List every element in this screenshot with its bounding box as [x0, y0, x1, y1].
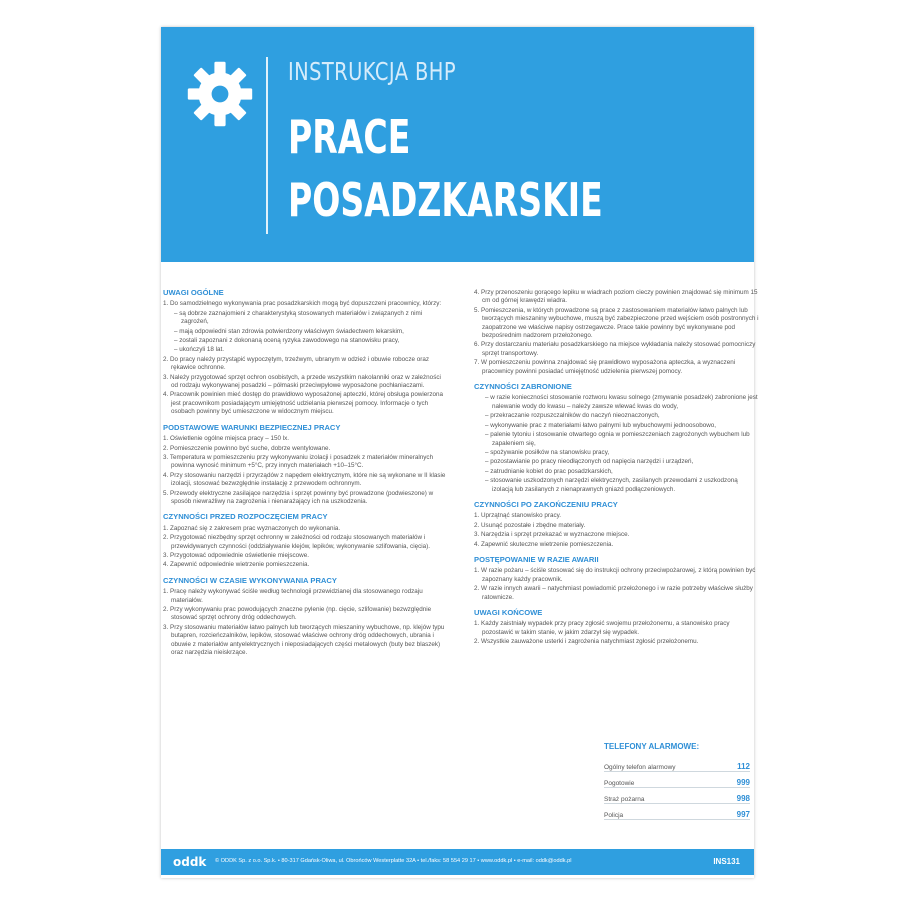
list-subitem: – zatrudnianie kobiet do prac posadzkarskich,	[485, 467, 613, 475]
publisher-contact: © ODDK Sp. z o.o. Sp.k. • 80-317 Gdańsk-Oliwa, ul. Obrońców Westerplatte 32A • tel./faks: 58 554 29 17 • www.oddk.pl • e-mail: oddk@oddk.pl	[215, 858, 572, 864]
list-item: 2. Przy wykonywaniu prac powodujących znaczne pylenie (np. cięcie, szlifowanie) bezwzględnie stosować sprzęt ochrony dróg oddechowych.	[163, 606, 432, 622]
list-subitem: – palenie tytoniu i stosowanie otwartego ognia w pomieszczeniach zagrożonych wybuchem lub zapaleniem się,	[485, 431, 750, 447]
right-column	[474, 289, 760, 648]
phone-row	[604, 756, 750, 772]
section-heading: CZYNNOŚCI ZABRONIONE	[474, 382, 572, 392]
list-item: 1. Uprzątnąć stanowisko pracy.	[474, 512, 562, 520]
phone-row	[604, 772, 750, 788]
list-subitem: – ukończyli 18 lat.	[174, 346, 225, 354]
list-item: 2. Pomieszczenie powinno być suche, dobrze wentylowane.	[163, 444, 331, 452]
phone-label: Ogólny telefon alarmowy	[604, 764, 676, 771]
gear-icon	[185, 59, 255, 129]
list-subitem: – mają odpowiedni stan zdrowia potwierdzony właściwym świadectwem lekarskim,	[174, 327, 404, 335]
phone-label: Straż pożarna	[604, 796, 645, 803]
section-heading: PODSTAWOWE WARUNKI BEZPIECZNEJ PRACY	[163, 422, 341, 432]
section-heading: CZYNNOŚCI W CZASIE WYKONYWANIA PRACY	[163, 575, 337, 585]
list-item: 2. Przygotować niezbędny sprzęt ochronny w zależności od rodzaju stosowanych materiałów i przewidywanych czynności (oddziaływanie klejów, lepików, wykonywanie szlifowania, cięcia).	[163, 534, 430, 550]
document-title-line2: POSADZKARSKIE	[288, 173, 603, 227]
phone-row	[604, 804, 750, 820]
section-heading: POSTĘPOWANIE W RAZIE AWARII	[474, 554, 599, 564]
phone-number: 112	[737, 762, 750, 771]
list-item: 6. Przy dostarczaniu materiału posadzkarskiego na miejsce wykładania należy stosować pomocniczy sprzęt transportowy.	[474, 341, 756, 357]
list-subitem: – przekraczanie rozpuszczalników do naczyń nieoznaczonych,	[485, 412, 660, 420]
list-item: 2. Wszystkie zauważone usterki i zagrożenia natychmiast zgłosić przełożonemu.	[474, 638, 699, 646]
list-item: 1. Pracę należy wykonywać ściśle według technologii przewidzianej dla stosowanego rodzaju materiałów.	[163, 588, 423, 604]
document-title-line1: PRACE	[288, 110, 411, 164]
list-item: 2. W razie innych awarii – natychmiast powiadomić przełożonego i w razie potrzeby właściwe służby ratownicze.	[474, 585, 753, 601]
list-item: 1. Każdy zaistniały wypadek przy pracy zgłosić swojemu przełożonemu, a stanowisko pracy pozostawić w takim stanie, w jakim zdarzył się wypadek.	[474, 620, 730, 636]
section-heading: CZYNNOŚCI PO ZAKOŃCZENIU PRACY	[474, 499, 618, 509]
left-column	[163, 289, 449, 658]
list-item: 3. Narzędzia i sprzęt przekazać w wyznaczone miejsce.	[474, 531, 630, 539]
section-heading: CZYNNOŚCI PRZED ROZPOCZĘCIEM PRACY	[163, 512, 328, 522]
phone-row	[604, 788, 750, 804]
list-subitem: – zostali zapoznani z dokonaną oceną ryzyka zawodowego na stanowisku pracy,	[174, 337, 400, 345]
instruction-sheet	[161, 27, 759, 878]
phones-title: TELEFONY ALARMOWE:	[604, 742, 700, 751]
list-item: 4. Przy stosowaniu narzędzi i przyrządów z napędem elektrycznym, które nie są wykonane w II klasie izolacji, stosować bezwzględnie instalację z przewodem ochronnym.	[163, 471, 446, 488]
phone-number: 997	[736, 810, 750, 819]
list-subitem: – wykonywanie prac z materiałami łatwo palnymi lub wybuchowymi jednoosobowo,	[485, 421, 716, 429]
list-item: 1. Oświetlenie ogólne miejsca pracy – 150 lx.	[163, 435, 290, 443]
list-item: 3. Temperatura w pomieszczeniu przy wykonywaniu izolacji i posadzek z materiałów mineralnych powinna wynosić minimum +5°C, przy innych materiałach +10–15°C.	[163, 453, 434, 470]
list-item: 5. Przewody elektryczne zasilające narzędzia i sprzęt powinny być prowadzone (podwieszone) w sposób niewrażliwy na zagrożenia i nienarażający ich na uszkodzenia.	[163, 489, 434, 505]
list-subitem: – stosowanie uszkodzonych narzędzi elektrycznych, zasilanych przewodami z uszkodzoną izolacją lub zasilanych z nienaprawnych gniazd podłączeniowych.	[485, 477, 738, 493]
phone-label: Policja	[604, 812, 624, 819]
phone-number: 999	[736, 778, 750, 787]
emergency-phones	[604, 742, 750, 820]
header-banner	[161, 27, 754, 262]
list-item: 4. Zapewnić odpowiednie wietrzenie pomieszczenia.	[163, 561, 310, 569]
list-item: 1. Do samodzielnego wykonywania prac posadzkarskich mogą być dopuszczeni pracownicy, którzy:	[163, 300, 442, 308]
list-item: 3. Przygotować odpowiednie oświetlenie miejscowe.	[163, 551, 309, 559]
list-item: 2. Do pracy należy przystąpić wypoczętym, trzeźwym, ubranym w odzież i obuwie robocze oraz rękawice ochronne.	[163, 355, 429, 372]
list-item: 4. Zapewnić skuteczne wietrzenie pomieszczenia.	[474, 540, 614, 548]
list-item: 4. Przy przenoszeniu gorącego lepiku w wiadrach poziom cieczy powinien znajdować się minimum 15 cm od górnej krawędzi wiadra.	[474, 289, 758, 305]
phone-label: Pogotowie	[604, 780, 635, 787]
phone-number: 998	[736, 794, 750, 803]
section-heading: UWAGI KOŃCOWE	[474, 608, 543, 617]
list-item: 7. W pomieszczeniu powinna znajdować się prawidłowo wyposażona apteczka, a wyznaczeni pracownicy powinni posiadać umiejętność udzielenia pierwszej pomocy.	[474, 359, 736, 375]
list-item: 3. Przy stosowaniu materiałów łatwo palnych lub tworzących mieszaniny wybuchowe, np. klejów typu butapren, rozcieńczalników, lepików, stosować właściwe ochrony dróg oddechowych, ubrania i obuwie z materiałów antyelektrycznych i nieposiadających części metalowych (buty bez blaszek) oraz narzędzia nieiskrzące.	[163, 623, 445, 657]
list-item: 3. Należy przygotować sprzęt ochron osobistych, a przede wszystkim nakolanniki oraz w zależności od rodzaju wykonywanej posadzki – półmaski przeciwpyłowe wyposażone pochłaniaczami.	[163, 373, 441, 390]
list-item: 1. Zapoznać się z zakresem prac wyznaczonych do wykonania.	[163, 524, 341, 532]
section-heading: UWAGI OGÓLNE	[163, 288, 224, 297]
list-item: 2. Usunąć pozostałe i zbędne materiały.	[474, 521, 586, 529]
header-divider	[266, 57, 268, 234]
document-kicker: INSTRUKCJA BHP	[288, 57, 456, 86]
document-code: INS131	[713, 857, 740, 866]
list-subitem: – spożywanie posiłków na stanowisku pracy,	[485, 448, 610, 456]
footer-bar	[161, 849, 754, 875]
publisher-logo: oddk	[173, 855, 207, 869]
list-subitem: – pozostawianie po pracy nieodłączonych od napięcia narzędzi i urządzeń,	[485, 458, 694, 466]
list-item: 5. Pomieszczenia, w których prowadzone są prace z zastosowaniem materiałów łatwo palnych lub tworzących mieszaniny wybuchowe, muszą być zabezpieczone przed wejściem osób postronnych i zaopatrzone we właściwe napisy ostrzegawcze. Prace takie powinny być wykonywane pod bezpośrednim nadzorem przełożonego.	[474, 306, 759, 340]
list-item: 1. W razie pożaru – ściśle stosować się do instrukcji ochrony przeciwpożarowej, z którą powinien być zapoznany każdy pracownik.	[474, 567, 756, 583]
list-subitem: – w razie konieczności stosowanie roztworu kwasu solnego (zmywanie posadzek) zabronione jest nalewanie wody do kwasu – należy zawsze wlewać kwas do wody,	[485, 394, 758, 410]
list-subitem: – są dobrze zaznajomieni z charakterystyką stosowanych materiałów i związanych z nimi zagrożeń,	[174, 309, 423, 326]
list-item: 4. Pracownik powinien mieć dostęp do prawidłowo wyposażonej apteczki, której obsługa powierzona jest pracownikom posiadającym umiejętność udzielania pierwszej pomocy. Informacje o tych osobach powinny być umieszczone w widocznym miejscu.	[163, 391, 444, 416]
